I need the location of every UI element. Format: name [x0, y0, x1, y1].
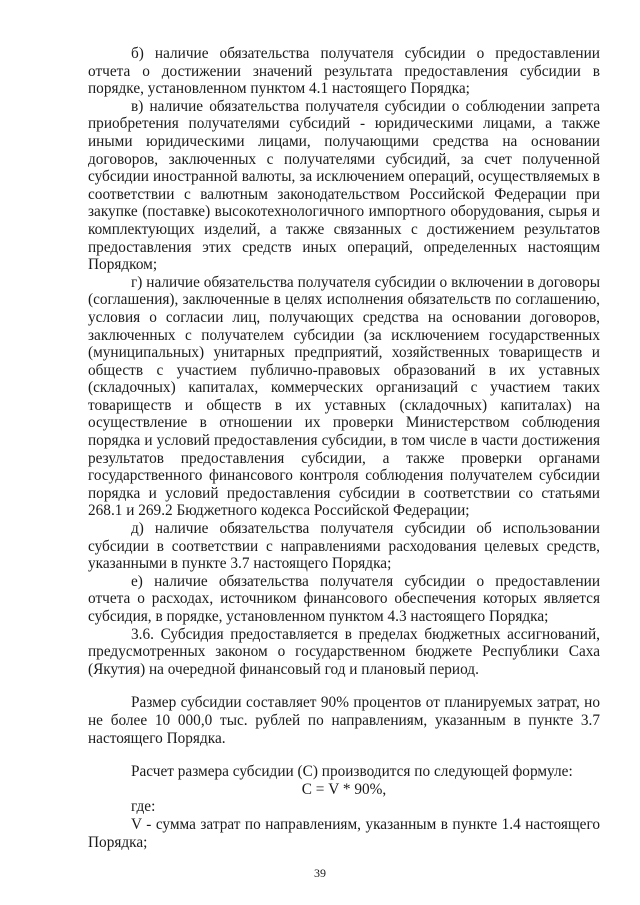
paragraph-v-definition: V - сумма затрат по направлениям, указанным в пункте 1.4 настоящего Порядка; [88, 815, 600, 851]
paragraph-g: г) наличие обязательства получателя субсидии о включении в договоры (соглашения), заключенные в целях исполнения обязательств по соглашению, условия о согласии лиц, получающих средства на основании договоров, заключенных с получателем субсидии (за исключением государственных (муниципальных) унитарных предприятий, хозяйственных товариществ и обществ с участием публично-правовых образований в их уставных (складочных) капиталах, коммерческих организаций с участием таких товариществ и обществ в их уставных (складочных) капиталах) на осуществление в отношении их проверки Министерством соблюдения порядка и условий предоставления субсидии, в том числе в части достижения результатов предоставления субсидии, а также проверки органами государственного финансового контроля соблюдения получателем субсидии порядка и условий предоставления субсидии в соответствии со статьями 268.1 и 269.2 Бюджетного кодекса Российской Федерации; [88, 273, 600, 520]
paragraph-where: где: [131, 798, 156, 816]
paragraph-formula-intro: Расчет размера субсидии (С) производится по следующей формуле: [131, 763, 573, 781]
paragraph-d: д) наличие обязательства получателя субсидии об использовании субсидии в соответствии с направлениями расходования целевых средств, указанными в пункте 3.7 настоящего Порядка; [88, 520, 600, 573]
paragraph-3-6: 3.6. Субсидия предоставляется в пределах бюджетных ассигнований, предусмотренных законом о государственном бюджете Республики Саха (Якутия) на очередной финансовый год и плановый период. [88, 625, 600, 678]
paragraph-v: в) наличие обязательства получателя субсидии о соблюдении запрета приобретения получателями субсидий - юридическими лицами, а также иными юридическими лицами, получающими средства на основании договоров, заключенных с получателями субсидий, за счет полученной субсидии иностранной валюты, за исключением операций, осуществляемых в соответствии с валютным законодательством Российской Федерации при закупке (поставке) высокотехнологичного импортного оборудования, сырья и комплектующих изделий, а также связанных с достижением результатов предоставления этих средств иных операций, определенных настоящим Порядком; [88, 97, 600, 274]
page-number: 39 [314, 866, 326, 880]
document-body [88, 45, 600, 851]
paragraph-e: е) наличие обязательства получателя субсидии о предоставлении отчета о расходах, источником финансового обеспечения которых является субсидия, в порядке, установленном пунктом 4.3 настоящего Порядка; [88, 572, 600, 625]
formula: С = V * 90%, [301, 780, 387, 798]
paragraph-subsidy-size: Размер субсидии составляет 90% процентов от планируемых затрат, но не более 10 000,0 тыс. рублей по направлениям, указанным в пункте 3.7 настоящего Порядка. [88, 694, 600, 747]
paragraph-b: б) наличие обязательства получателя субсидии о предоставлении отчета о достижении значений результата предоставления субсидии в порядке, установленном пунктом 4.1 настоящего Порядка; [88, 45, 600, 98]
